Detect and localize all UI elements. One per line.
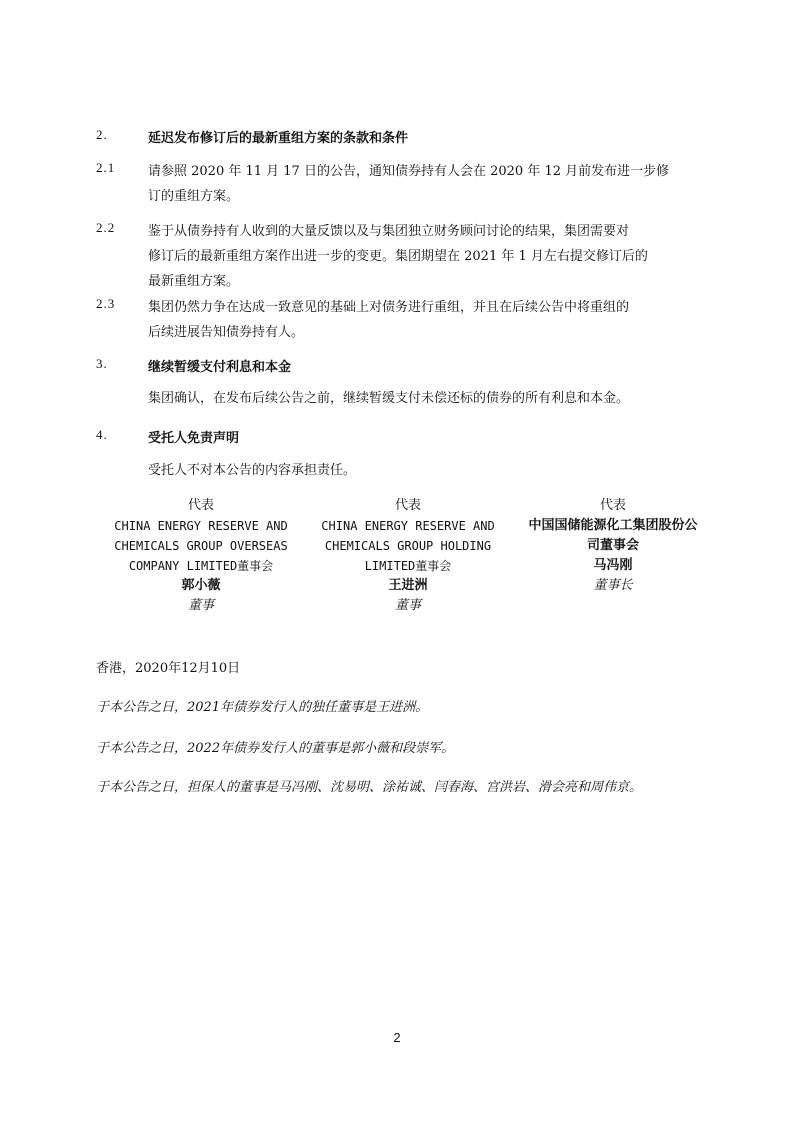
entity-line: CHINA ENERGY RESERVE AND [321,519,495,533]
section-text: 受托人不对本公告的内容承担责任。 [148,463,357,478]
text-line: 最新重组方案。 [148,274,240,289]
text-line: 订的重组方案。 [148,189,240,204]
page-number: 2 [393,1030,401,1045]
section-number: 4. [96,427,108,442]
signatory-title: 董事 [187,598,214,613]
section-number: 3. [96,356,108,371]
clause-number: 2.2 [96,220,116,235]
clause-text [148,159,708,209]
on-behalf-label: 代表 [599,498,626,513]
clause-number: 2.3 [96,296,116,311]
place-date: 香港，2020年12月10日 [96,661,241,676]
director-note: 于本公告之日，2022年债券发行人的董事是郭小薇和段崇军。 [96,741,455,756]
entity-line: 司董事会 [586,538,639,553]
signatory-title: 董事 [394,598,421,613]
text-line: 集团仍然力争在达成一致意见的基础上对债务进行重组，并且在后续公告中将重组的 [148,300,630,315]
on-behalf-label: 代表 [394,498,421,513]
clause-text [148,295,708,345]
entity-line: CHEMICALS GROUP HOLDING [324,539,492,553]
entity-line: COMPANY LIMITED董事会 [128,559,274,573]
on-behalf-label: 代表 [187,498,214,513]
section-heading: 受托人免责声明 [148,431,240,446]
director-note: 于本公告之日，2021年债券发行人的独任董事是王进洲。 [96,700,429,715]
clause-number: 2.1 [96,160,116,175]
section-heading: 继续暂缓支付利息和本金 [148,360,292,375]
signature-block-overseas [96,496,306,616]
entity-line: CHEMICALS GROUP OVERSEAS [114,539,288,553]
section-heading: 延迟发布修订后的最新重组方案的条款和条件 [148,131,409,146]
director-note: 于本公告之日，担保人的董事是马冯刚、沈易明、涂祐诚、闫春海、宫洪岩、滑会亮和周伟京。 [96,780,643,795]
signature-block-guarantor [508,496,718,596]
signatory-name: 王进洲 [388,578,428,593]
text-line: 修订后的最新重组方案作出进一步的变更。集团期望在 2021 年 1 月左右提交修订后的 [148,249,648,264]
clause-text [148,219,708,294]
section-number: 2. [96,127,108,142]
signatory-name: 郭小薇 [181,578,221,593]
entity-line: CHINA ENERGY RESERVE AND [114,519,288,533]
section-text: 集团确认，在发布后续公告之前，继续暂缓支付未偿还标的债券的所有利息和本金。 [148,391,630,406]
text-line: 后续进展告知债券持有人。 [148,325,305,340]
signatory-title: 董事长 [593,578,633,593]
text-line: 鉴于从债券持有人收到的大量反馈以及与集团独立财务顾问讨论的结果，集团需要对 [148,224,630,239]
signatory-name: 马冯刚 [593,558,633,573]
signature-block-holding [303,496,513,616]
entity-line: 中国国储能源化工集团股份公 [528,518,698,533]
entity-line: LIMITED董事会 [364,559,452,573]
text-line: 请参照 2020 年 11 月 17 日的公告，通知债券持有人会在 2020 年 12 月前发布进一步修 [148,164,670,179]
